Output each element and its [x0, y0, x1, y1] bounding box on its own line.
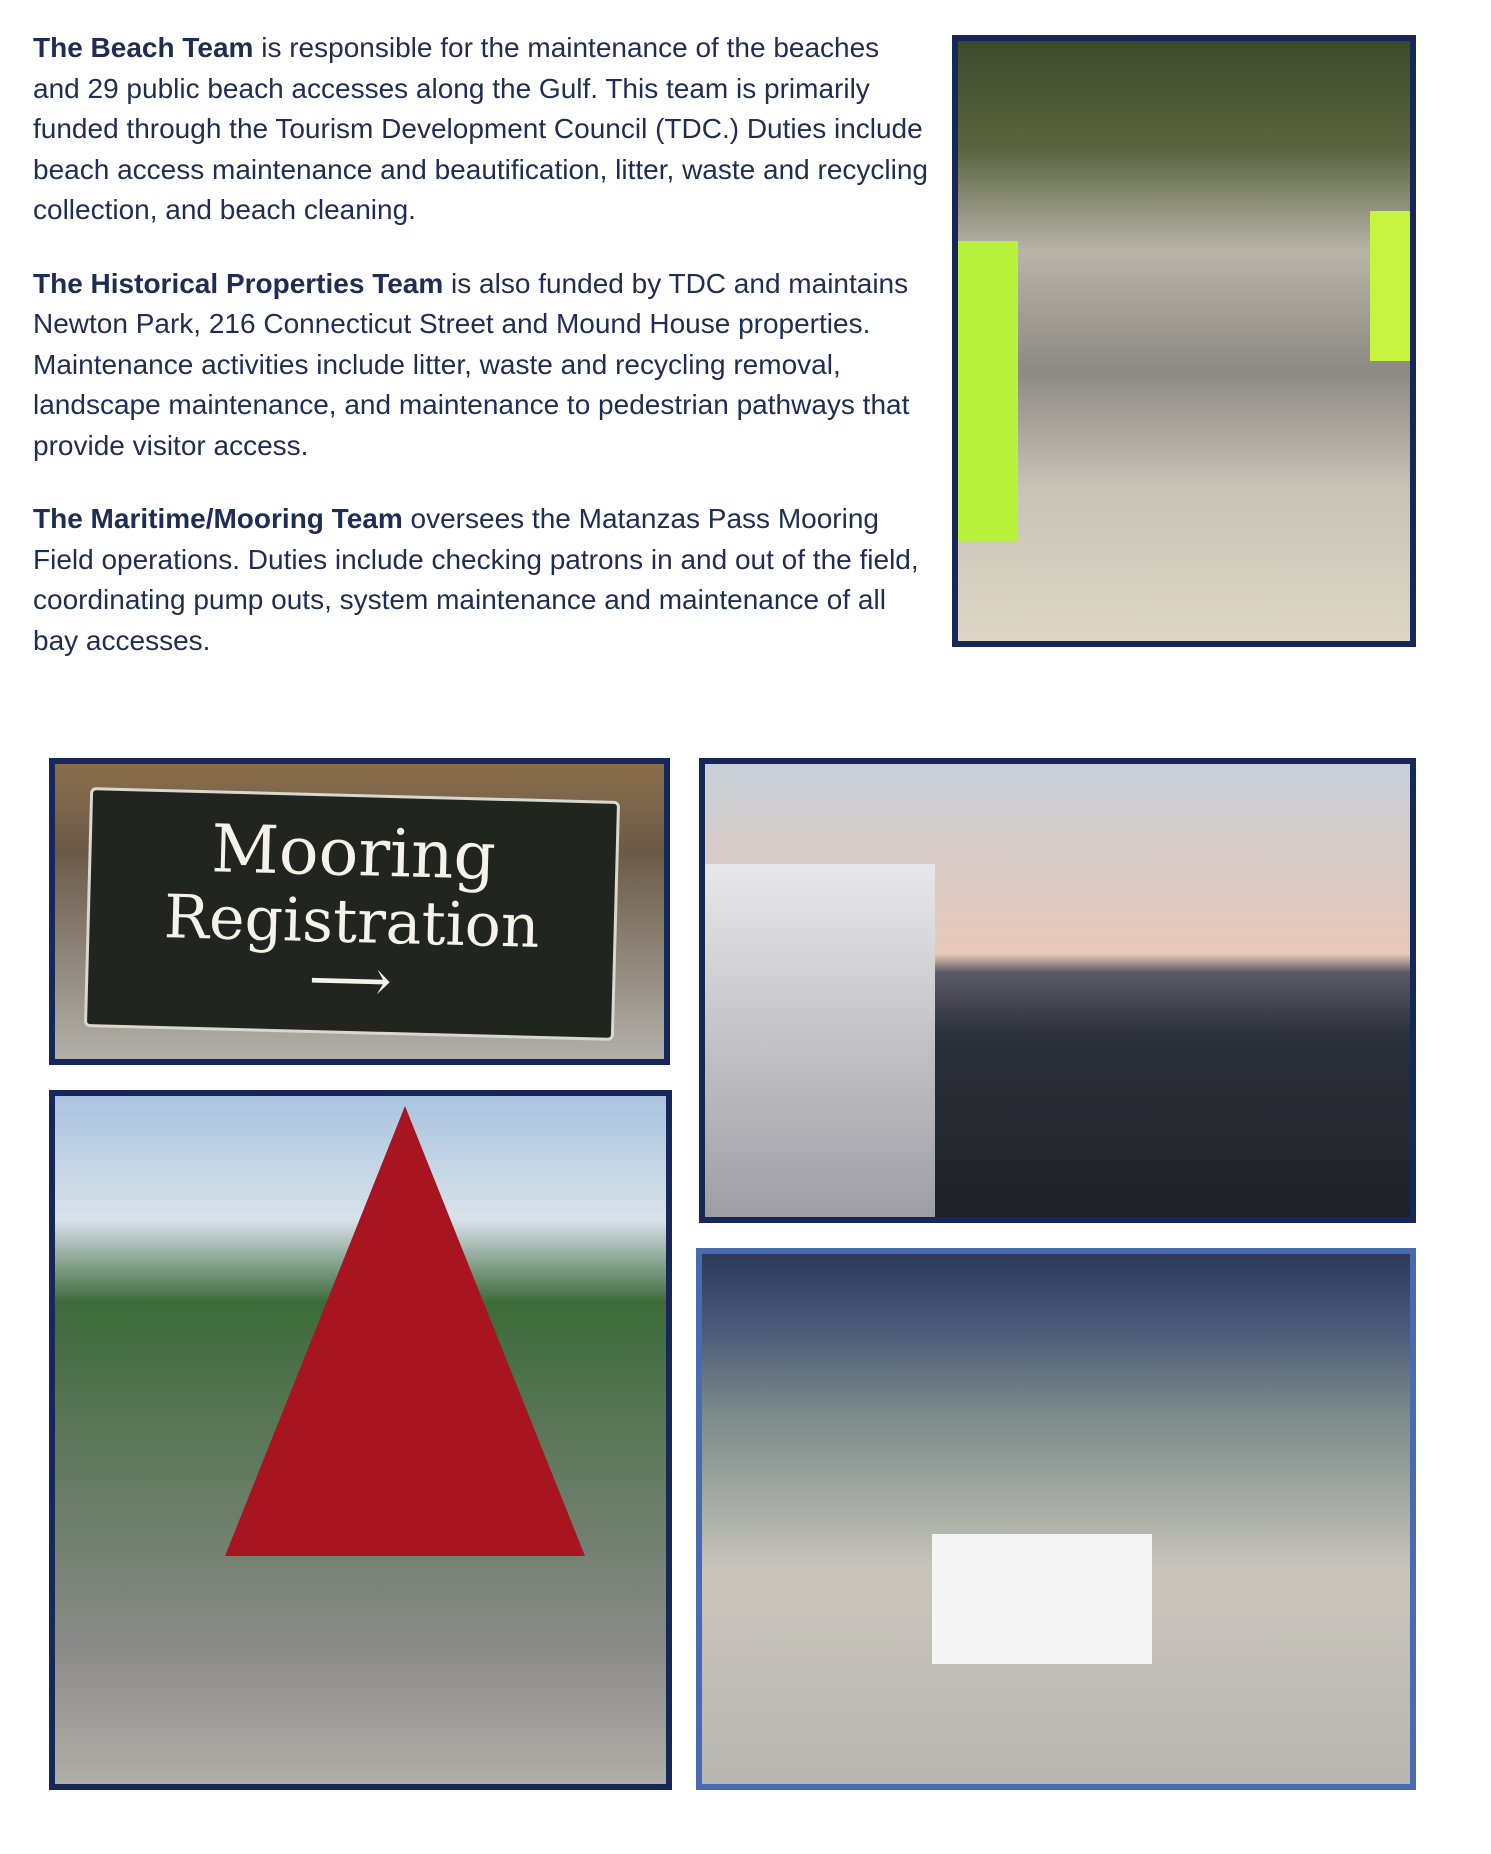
body: is responsible for the maintenance of the beaches and 29 public beach accesses along the Gulf. This team is primarily funded through the Tourism Development Council (TDC.) Duties include beach access maintenance and beautification, litter, waste and recycling collection, and beach cleaning. — [33, 32, 928, 225]
sign-line1: Mooring — [210, 810, 497, 895]
worker — [1370, 211, 1410, 361]
paragraph-beach-team — [33, 28, 933, 231]
poinsettia-tree — [225, 1106, 585, 1556]
lead: The Historical Properties Team — [33, 267, 444, 299]
table — [932, 1534, 1152, 1664]
lead: The Beach Team — [33, 32, 254, 63]
photo-harbor-sunset — [699, 758, 1416, 1223]
photo-poinsettia-tree-team — [49, 1090, 672, 1790]
paragraph-maritime-team — [33, 499, 933, 661]
lead: The Maritime/Mooring Team — [33, 503, 403, 534]
photo-team-tent — [696, 1248, 1416, 1790]
photo-mooring-sign — [49, 758, 670, 1065]
photo-beach-cleanup — [952, 35, 1416, 647]
body: is also funded by TDC and maintains Newton Park, 216 Connecticut Street and Mound House properties. Maintenance activities include litter, waste and recycling removal, landscape maintenance, and maintenance to pedestrian pathways that provide visitor access. — [33, 267, 910, 461]
body-text — [33, 28, 933, 694]
boat — [705, 864, 935, 1223]
body: oversees the Matanzas Pass Mooring Field operations. Duties include checking patrons in and out of the field, coordinating pump outs, system maintenance and maintenance of all bay accesses. — [33, 503, 919, 656]
mooring-registration-sign — [84, 787, 620, 1041]
worker — [958, 241, 1018, 541]
arrow-right-icon: ⟶ — [307, 944, 393, 1016]
sign-line2: Registration — [163, 882, 541, 962]
paragraph-historical-team — [33, 264, 933, 467]
